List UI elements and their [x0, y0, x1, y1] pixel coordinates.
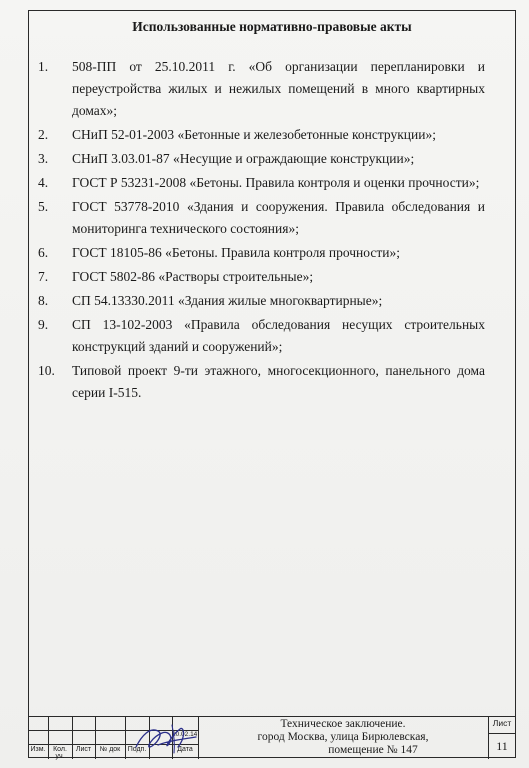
item-text: ГОСТ Р 53231-2008 «Бетоны. Правила контроля и оценки прочности»;	[72, 175, 480, 190]
item-number: 4.	[38, 175, 49, 190]
list-item	[0, 172, 529, 194]
list-item	[0, 360, 529, 404]
item-text: ГОСТ 18105-86 «Бетоны. Правила контроля прочности»;	[72, 245, 400, 260]
item-text: СП 13-102-2003 «Правила обследования несущих строительных конструкций зданий и сооружений»;	[72, 317, 485, 354]
stamp-row-line	[488, 733, 516, 734]
item-number: 3.	[38, 151, 49, 166]
stamp-col-podp: Подп.	[127, 746, 147, 753]
stamp-col-izm: Изм.	[30, 746, 46, 753]
stamp-sheet-number: 11	[496, 739, 508, 753]
list-item	[0, 196, 529, 240]
stamp-date: 20.02.14	[172, 731, 198, 738]
list-item	[0, 314, 529, 358]
stamp-col-data: Дата	[177, 746, 193, 753]
list-item	[0, 148, 529, 170]
stamp-col-ndok: № док	[99, 746, 121, 753]
stamp-col-list: Лист	[75, 746, 92, 753]
item-text: СНиП 52-01-2003 «Бетонные и железобетонные конструкции»;	[72, 127, 436, 142]
list-item	[0, 124, 529, 146]
list-item	[0, 266, 529, 288]
stamp-line-2: город Москва, улица Бирюлевская,	[257, 731, 429, 743]
list-item	[0, 242, 529, 264]
item-number: 5.	[38, 199, 49, 214]
stamp-description	[198, 717, 488, 757]
item-number: 9.	[38, 317, 49, 332]
item-text: СНиП 3.03.01-87 «Несущие и ограждающие конструкции»;	[72, 151, 415, 166]
stamp-line-3: помещение № 147	[328, 744, 418, 756]
item-number: 7.	[38, 269, 49, 284]
stamp-line-1: Техническое заключение.	[280, 718, 406, 730]
item-number: 10.	[38, 363, 55, 378]
item-number: 1.	[38, 59, 49, 74]
item-number: 2.	[38, 127, 49, 142]
item-text: ГОСТ 53778-2010 «Здания и сооружения. Правила обследования и мониторинга технического состояния»;	[72, 199, 485, 236]
acts-list	[0, 56, 529, 406]
stamp-sheet-label: Лист	[492, 718, 512, 728]
item-number: 8.	[38, 293, 49, 308]
list-item	[0, 56, 529, 122]
item-text: СП 54.13330.2011 «Здания жилые многоквартирные»;	[72, 293, 383, 308]
document-title: Использованные нормативно-правовые акты	[132, 19, 412, 34]
item-text: 508-ПП от 25.10.2011 г. «Об организации перепланировки и переустройства жилых и нежилых помещений в много квартирных домах»;	[72, 59, 485, 118]
title-block-stamp	[28, 716, 516, 759]
item-number: 6.	[38, 245, 49, 260]
stamp-col-kol: Кол. уч.	[53, 746, 67, 760]
item-text: ГОСТ 5802-86 «Растворы строительные»;	[72, 269, 314, 284]
signature-icon	[128, 717, 203, 757]
list-item	[0, 290, 529, 312]
item-text: Типовой проект 9-ти этажного, многосекционного, панельного дома серии I-515.	[72, 363, 485, 400]
